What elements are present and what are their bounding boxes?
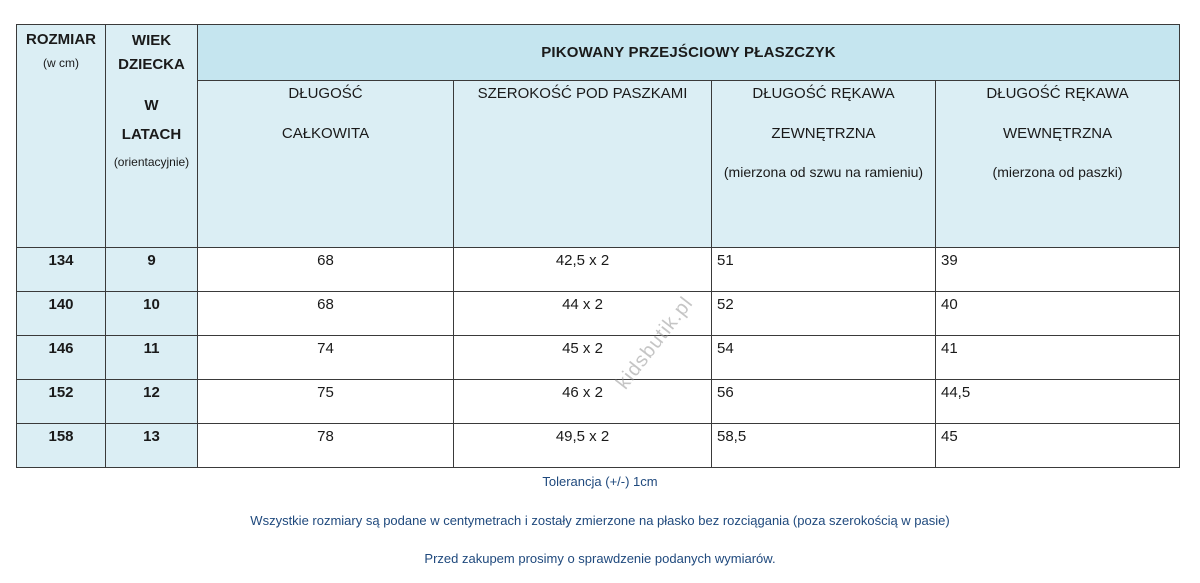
cell-width: 44 x 2 xyxy=(454,292,712,336)
cell-age: 10 xyxy=(106,292,198,336)
header-wiek-line3: W xyxy=(144,97,159,114)
cell-size: 152 xyxy=(17,380,106,424)
cell-age: 12 xyxy=(106,380,198,424)
cell-size: 158 xyxy=(17,424,106,468)
table-row xyxy=(17,424,1180,468)
col-header-sleeve-in xyxy=(936,81,1180,248)
header-wiek xyxy=(106,25,198,248)
col-header-sleeve-out-line2: ZEWNĘTRZNA xyxy=(771,125,876,142)
cell-sleeve-in: 39 xyxy=(936,248,1180,292)
header-rozmiar xyxy=(17,25,106,248)
cell-sleeve-in: 44,5 xyxy=(936,380,1180,424)
size-table xyxy=(16,24,1180,468)
col-header-width xyxy=(454,81,712,248)
cell-sleeve-out: 52 xyxy=(712,292,936,336)
cell-sleeve-in: 40 xyxy=(936,292,1180,336)
col-header-width-line1: SZEROKOŚĆ POD PASZKAMI xyxy=(477,85,688,102)
col-header-sleeve-in-line1: DŁUGOŚĆ RĘKAWA xyxy=(986,85,1129,102)
table-row xyxy=(17,380,1180,424)
cell-size: 134 xyxy=(17,248,106,292)
cell-age: 11 xyxy=(106,336,198,380)
cell-length: 68 xyxy=(198,292,454,336)
col-header-length-line2: CAŁKOWITA xyxy=(281,125,370,142)
cell-width: 42,5 x 2 xyxy=(454,248,712,292)
size-chart xyxy=(16,24,1180,468)
cell-sleeve-in: 45 xyxy=(936,424,1180,468)
check-note: Przed zakupem prosimy o sprawdzenie podanych wymiarów. xyxy=(424,551,776,566)
table-row xyxy=(17,292,1180,336)
cell-width: 49,5 x 2 xyxy=(454,424,712,468)
measurement-note: Wszystkie rozmiary są podane w centymetrach i zostały zmierzone na płasko bez rozciągania (poza szerokością w pasie) xyxy=(250,513,950,528)
cell-age: 13 xyxy=(106,424,198,468)
cell-sleeve-out: 54 xyxy=(712,336,936,380)
col-header-sleeve-out xyxy=(712,81,936,248)
header-wiek-line2: DZIECKA xyxy=(118,56,185,73)
cell-sleeve-out: 56 xyxy=(712,380,936,424)
col-header-sleeve-out-note: (mierzona od szwu na ramieniu) xyxy=(723,164,924,180)
header-wiek-line1: WIEK xyxy=(131,32,172,49)
header-rozmiar-label: ROZMIAR xyxy=(26,31,96,48)
col-header-length-line1: DŁUGOŚĆ xyxy=(288,85,363,102)
watermark-text: kidsbutik.pl xyxy=(612,292,698,394)
cell-width: 46 x 2 xyxy=(454,380,712,424)
table-row xyxy=(17,248,1180,292)
col-header-sleeve-in-note: (mierzona od paszki) xyxy=(992,164,1123,180)
col-header-sleeve-out-line1: DŁUGOŚĆ RĘKAWA xyxy=(752,85,895,102)
col-header-length xyxy=(198,81,454,248)
cell-age: 9 xyxy=(106,248,198,292)
cell-length: 75 xyxy=(198,380,454,424)
cell-sleeve-out: 51 xyxy=(712,248,936,292)
cell-size: 140 xyxy=(17,292,106,336)
header-rozmiar-unit: (w cm) xyxy=(43,56,79,70)
cell-length: 68 xyxy=(198,248,454,292)
cell-length: 78 xyxy=(198,424,454,468)
col-header-sleeve-in-line2: WEWNĘTRZNA xyxy=(1002,125,1113,142)
header-wiek-line4: LATACH xyxy=(121,126,182,143)
header-wiek-note: (orientacyjnie) xyxy=(113,155,190,169)
cell-width: 45 x 2 xyxy=(454,336,712,380)
table-row xyxy=(17,336,1180,380)
cell-size: 146 xyxy=(17,336,106,380)
cell-sleeve-in: 41 xyxy=(936,336,1180,380)
tolerance-note: Tolerancja (+/-) 1cm xyxy=(542,474,658,489)
cell-sleeve-out: 58,5 xyxy=(712,424,936,468)
cell-length: 74 xyxy=(198,336,454,380)
table-title: PIKOWANY PRZEJŚCIOWY PŁASZCZYK xyxy=(198,25,1180,81)
